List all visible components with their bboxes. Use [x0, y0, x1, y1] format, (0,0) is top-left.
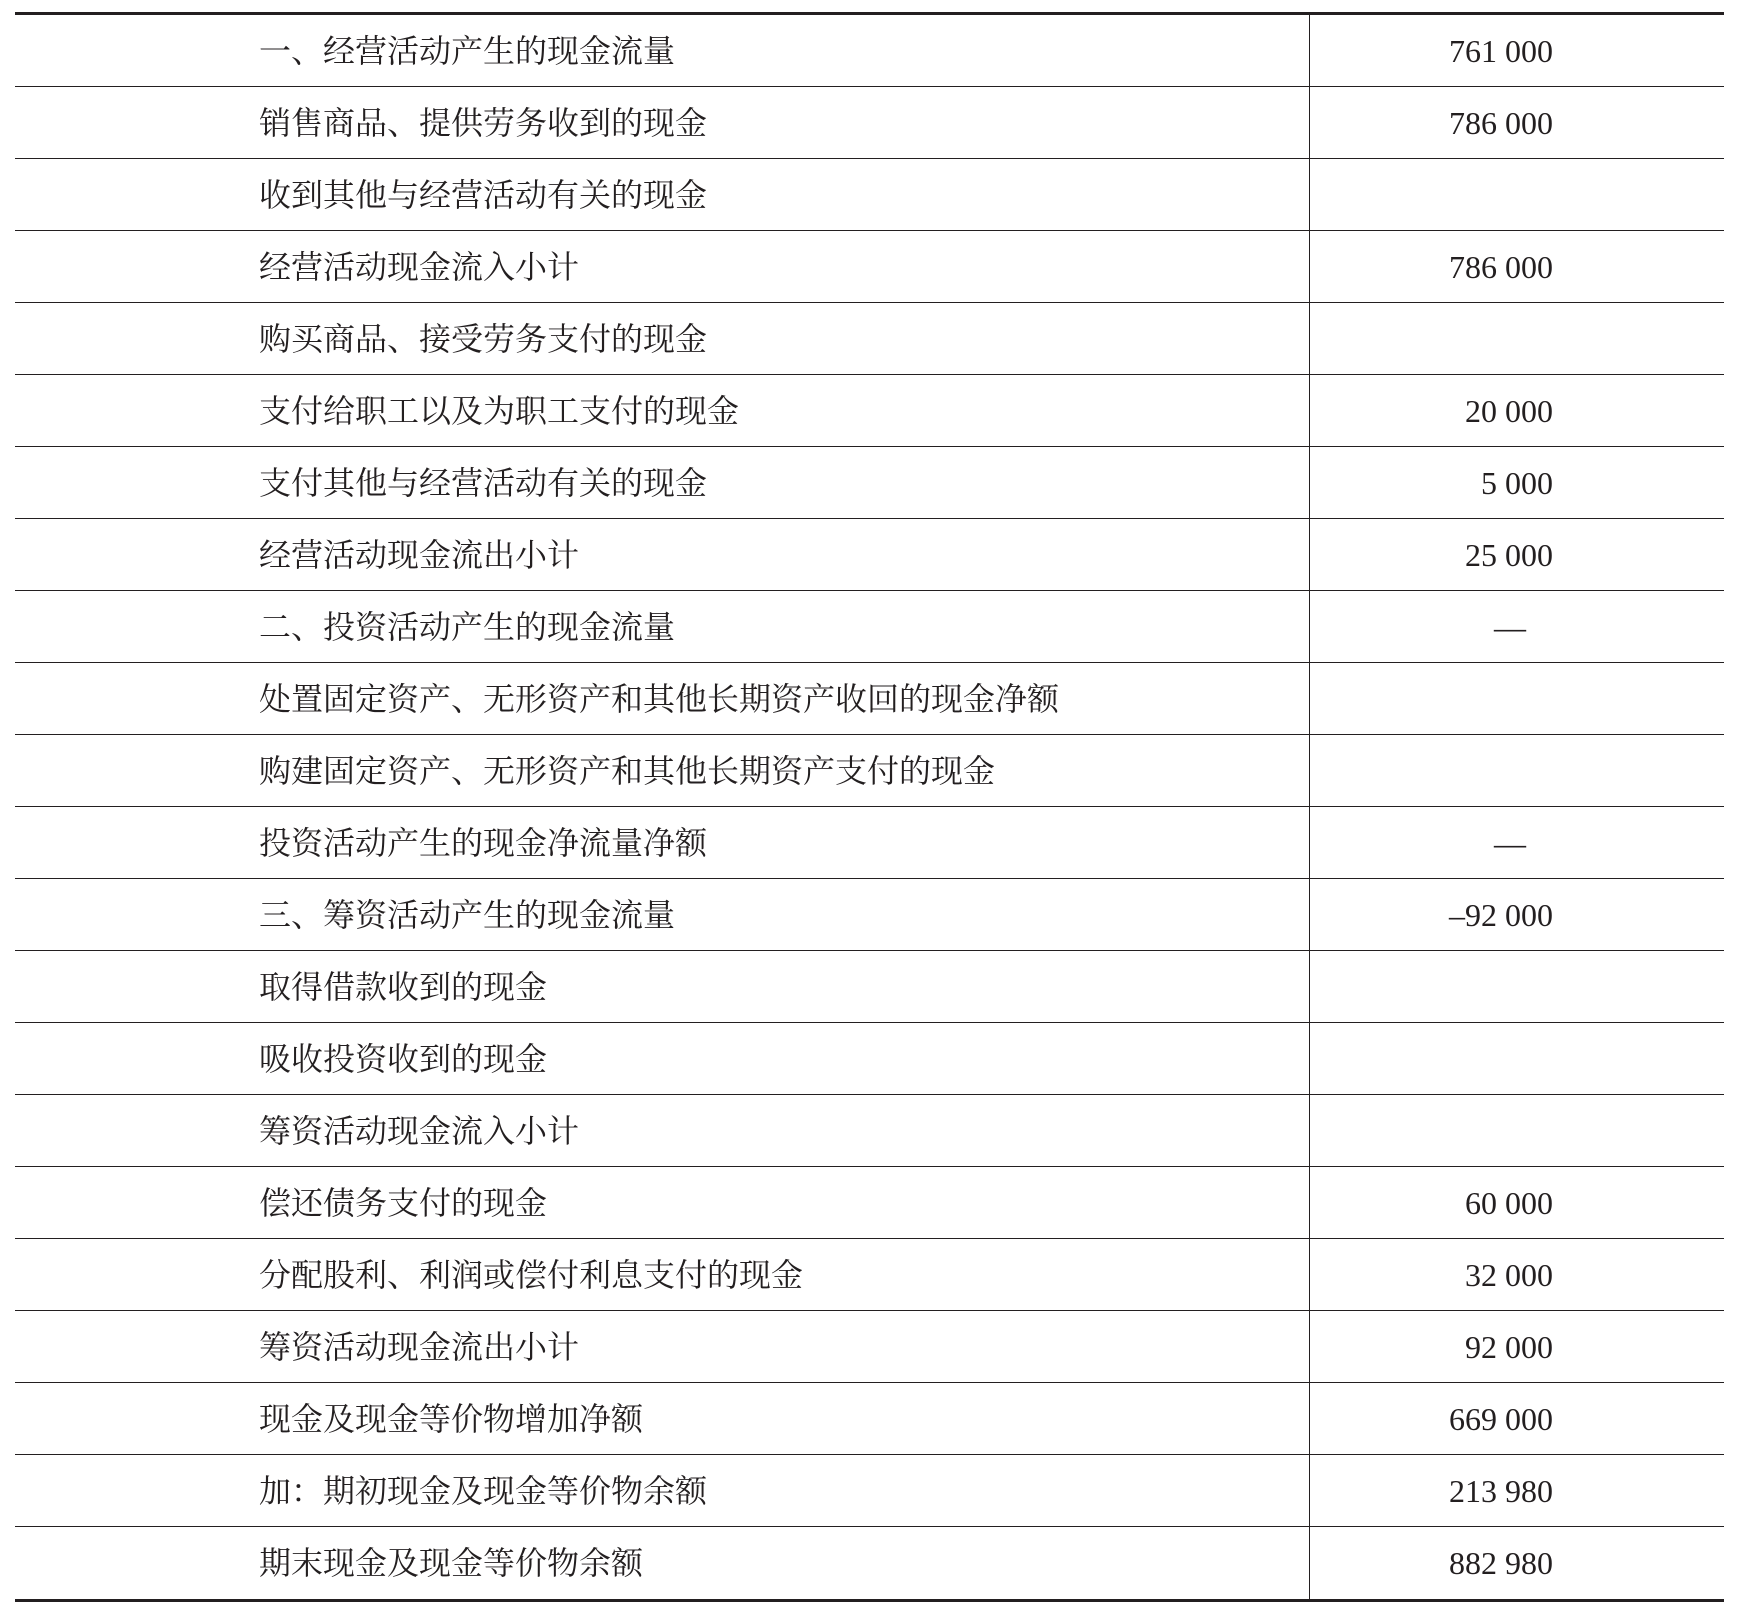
table-row [15, 1383, 1724, 1455]
row-value-cell [1310, 303, 1724, 374]
row-value-cell [1310, 663, 1724, 734]
row-value: 20 000 [1465, 393, 1553, 429]
row-value: 213 980 [1449, 1473, 1553, 1509]
table-row [15, 807, 1724, 879]
row-value-cell [1310, 1023, 1724, 1094]
row-label: 偿还债务支付的现金 [15, 1167, 1310, 1238]
table-row [15, 663, 1724, 735]
row-value-cell [1310, 1095, 1724, 1166]
row-value: 5 000 [1481, 465, 1553, 501]
table-row [15, 879, 1724, 951]
row-value-cell [1310, 1455, 1724, 1526]
row-value-cell [1310, 159, 1724, 230]
row-label: 吸收投资收到的现金 [15, 1023, 1310, 1094]
row-value: 25 000 [1465, 537, 1553, 573]
row-value-cell [1310, 807, 1724, 878]
table-row [15, 1239, 1724, 1311]
row-value: –92 000 [1449, 897, 1553, 933]
table-row [15, 375, 1724, 447]
table-row [15, 1023, 1724, 1095]
table-row [15, 1167, 1724, 1239]
table-row [15, 15, 1724, 87]
row-value: 882 980 [1449, 1545, 1553, 1581]
row-label: 二、投资活动产生的现金流量 [15, 591, 1310, 662]
row-label: 取得借款收到的现金 [15, 951, 1310, 1022]
row-value: 60 000 [1465, 1185, 1553, 1221]
table-row [15, 1455, 1724, 1527]
table-row [15, 447, 1724, 519]
row-value: — [1494, 825, 1526, 861]
table-row [15, 303, 1724, 375]
row-value-cell [1310, 1527, 1724, 1599]
row-value: 32 000 [1465, 1257, 1553, 1293]
table-row [15, 231, 1724, 303]
row-value-cell [1310, 15, 1724, 86]
row-value-cell [1310, 375, 1724, 446]
row-label: 投资活动产生的现金净流量净额 [15, 807, 1310, 878]
row-label: 三、筹资活动产生的现金流量 [15, 879, 1310, 950]
row-value-cell [1310, 591, 1724, 662]
row-label: 购建固定资产、无形资产和其他长期资产支付的现金 [15, 735, 1310, 806]
row-label: 筹资活动现金流出小计 [15, 1311, 1310, 1382]
row-value-cell [1310, 87, 1724, 158]
row-label: 支付其他与经营活动有关的现金 [15, 447, 1310, 518]
table-row [15, 591, 1724, 663]
table-row [15, 951, 1724, 1023]
row-label: 期末现金及现金等价物余额 [15, 1527, 1310, 1599]
row-label: 经营活动现金流出小计 [15, 519, 1310, 590]
row-value: 92 000 [1465, 1329, 1553, 1365]
row-value: 786 000 [1449, 249, 1553, 285]
row-label: 处置固定资产、无形资产和其他长期资产收回的现金净额 [15, 663, 1310, 734]
row-value-cell [1310, 231, 1724, 302]
row-value-cell [1310, 951, 1724, 1022]
row-label: 加：期初现金及现金等价物余额 [15, 1455, 1310, 1526]
row-value-cell [1310, 735, 1724, 806]
row-value: — [1494, 609, 1526, 645]
table-row [15, 1095, 1724, 1167]
row-value-cell [1310, 879, 1724, 950]
table-row [15, 1311, 1724, 1383]
table-row [15, 87, 1724, 159]
row-label: 支付给职工以及为职工支付的现金 [15, 375, 1310, 446]
row-label: 购买商品、接受劳务支付的现金 [15, 303, 1310, 374]
row-label: 销售商品、提供劳务收到的现金 [15, 87, 1310, 158]
row-value: 786 000 [1449, 105, 1553, 141]
row-value-cell [1310, 1383, 1724, 1454]
row-value-cell [1310, 447, 1724, 518]
row-value-cell [1310, 1167, 1724, 1238]
row-label: 现金及现金等价物增加净额 [15, 1383, 1310, 1454]
row-label: 分配股利、利润或偿付利息支付的现金 [15, 1239, 1310, 1310]
cash-flow-table [15, 12, 1724, 1602]
row-label: 筹资活动现金流入小计 [15, 1095, 1310, 1166]
row-value-cell [1310, 1239, 1724, 1310]
row-value-cell [1310, 1311, 1724, 1382]
table-row [15, 735, 1724, 807]
table-row [15, 519, 1724, 591]
table-row [15, 159, 1724, 231]
table-row [15, 1527, 1724, 1599]
row-value-cell [1310, 519, 1724, 590]
row-value: 669 000 [1449, 1401, 1553, 1437]
row-label: 一、经营活动产生的现金流量 [15, 15, 1310, 86]
row-value: 761 000 [1449, 33, 1553, 69]
row-label: 经营活动现金流入小计 [15, 231, 1310, 302]
row-label: 收到其他与经营活动有关的现金 [15, 159, 1310, 230]
